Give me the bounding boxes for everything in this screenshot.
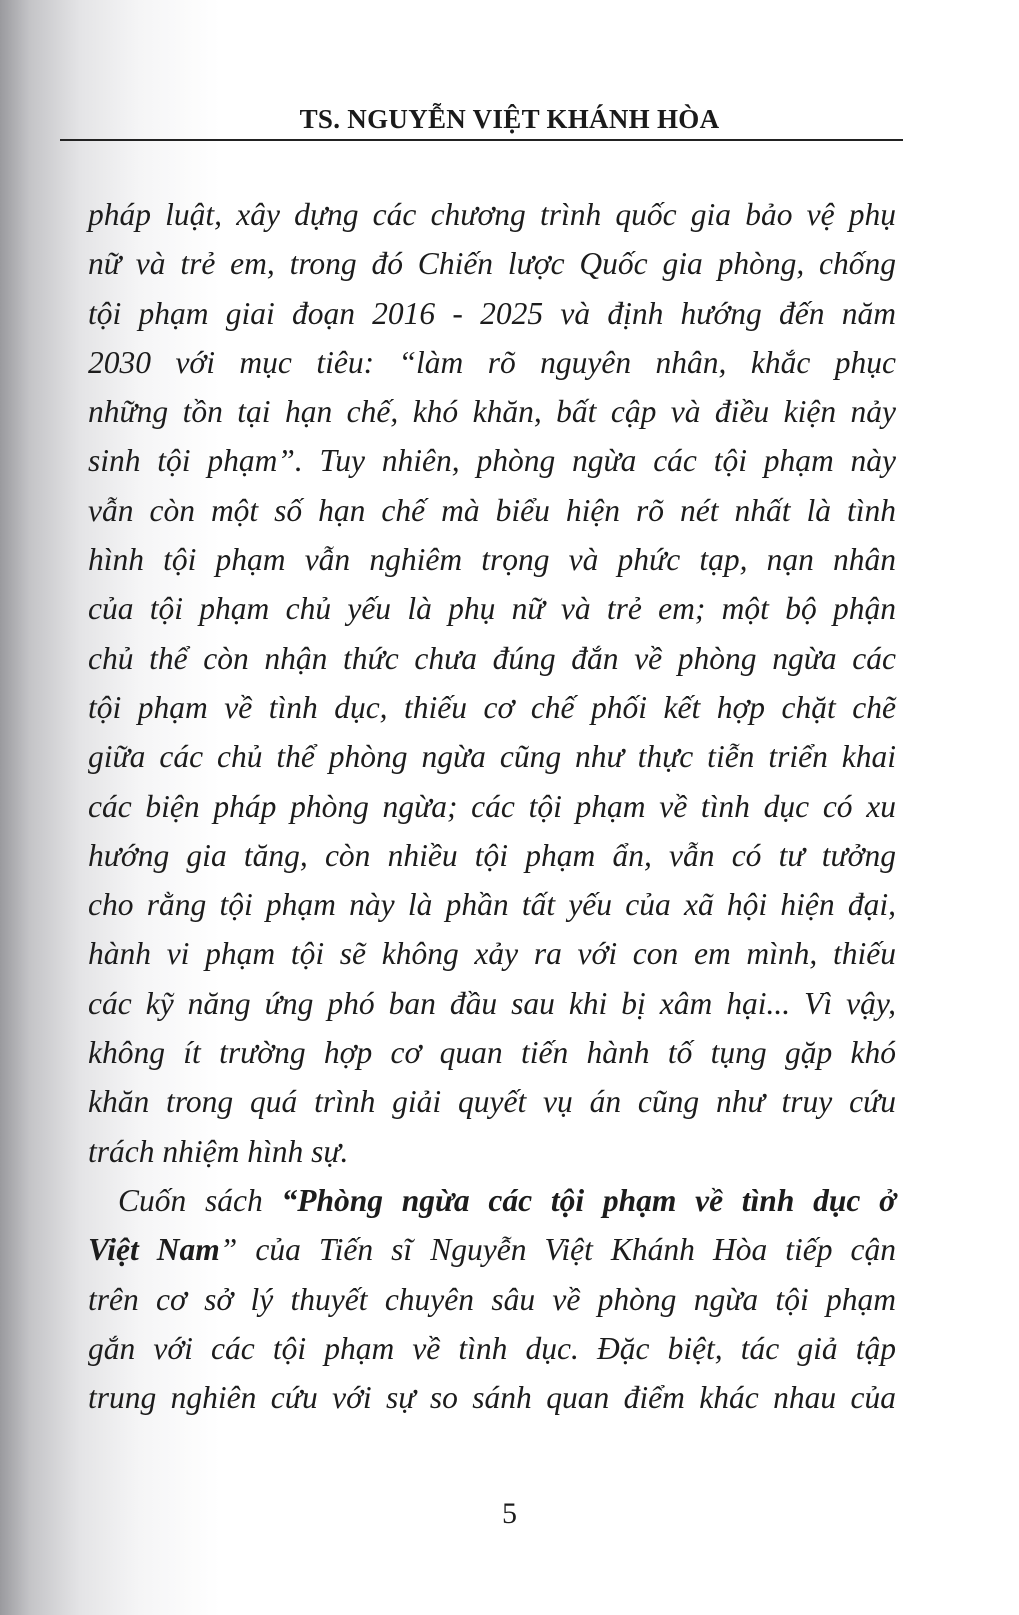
page-number: 5 xyxy=(502,1497,517,1530)
header-rule xyxy=(60,139,903,141)
text-line: hình tội phạm vẫn nghiêm trọng và phức tạp, nạn nhân xyxy=(88,542,896,578)
text-line: gắn với các tội phạm về tình dục. Đặc biệt, tác giả tập xyxy=(88,1330,896,1366)
text-line: các biện pháp phòng ngừa; các tội phạm về tình dục có xu xyxy=(88,788,896,824)
text-line: cho rằng tội phạm này là phần tất yếu của xã hội hiện đại, xyxy=(88,887,896,923)
text-line: giữa các chủ thể phòng ngừa cũng như thực tiễn triển khai xyxy=(88,739,896,775)
text-line: hướng gia tăng, còn nhiều tội phạm ẩn, vẫn có tư tưởng xyxy=(88,837,896,873)
text-line: những tồn tại hạn chế, khó khăn, bất cập và điều kiện nảy xyxy=(88,394,896,430)
text-line: pháp luật, xây dựng các chương trình quốc gia bảo vệ phụ xyxy=(88,197,896,232)
text-line: trên cơ sở lý thuyết chuyên sâu về phòng ngừa tội phạm xyxy=(88,1281,896,1317)
text-line: nữ và trẻ em, trong đó Chiến lược Quốc gia phòng, chống xyxy=(88,246,896,282)
text-line: sinh tội phạm”. Tuy nhiên, phòng ngừa các tội phạm này xyxy=(88,443,896,479)
text-line: hành vi phạm tội sẽ không xảy ra với con em mình, thiếu xyxy=(88,936,896,972)
book-title: Việt Nam xyxy=(88,1232,220,1268)
text-line: trách nhiệm hình sự. xyxy=(88,1133,349,1169)
text-fragment: ” của Tiến sĩ Nguyễn Việt Khánh Hòa tiếp cận xyxy=(219,1232,896,1268)
body-text xyxy=(88,190,896,1422)
text-line: không ít trường hợp cơ quan tiến hành tố tụng gặp khó xyxy=(88,1035,896,1071)
running-header: TS. NGUYỄN VIỆT KHÁNH HÒA xyxy=(299,104,720,134)
text-line xyxy=(88,1225,896,1274)
text-line: chủ thể còn nhận thức chưa đúng đắn về phòng ngừa các xyxy=(88,640,896,676)
text-line xyxy=(88,1176,896,1225)
text-line: trung nghiên cứu với sự so sánh quan điểm khác nhau của xyxy=(88,1380,896,1416)
text-line: 2030 với mục tiêu: “làm rõ nguyên nhân, khắc phục xyxy=(88,344,896,380)
book-title: “Phòng ngừa các tội phạm về tình dục ở xyxy=(281,1182,896,1218)
text-line: các kỹ năng ứng phó ban đầu sau khi bị xâm hại... Vì vậy, xyxy=(88,985,896,1021)
text-line: tội phạm giai đoạn 2016 - 2025 và định hướng đến năm xyxy=(88,295,896,331)
text-line: tội phạm về tình dục, thiếu cơ chế phối kết hợp chặt chẽ xyxy=(88,689,896,725)
text-fragment: Cuốn sách xyxy=(118,1182,282,1218)
text-line: vẫn còn một số hạn chế mà biểu hiện rõ nét nhất là tình xyxy=(88,492,896,528)
text-line: khăn trong quá trình giải quyết vụ án cũng như truy cứu xyxy=(88,1084,896,1120)
text-line: của tội phạm chủ yếu là phụ nữ và trẻ em; một bộ phận xyxy=(88,591,896,627)
